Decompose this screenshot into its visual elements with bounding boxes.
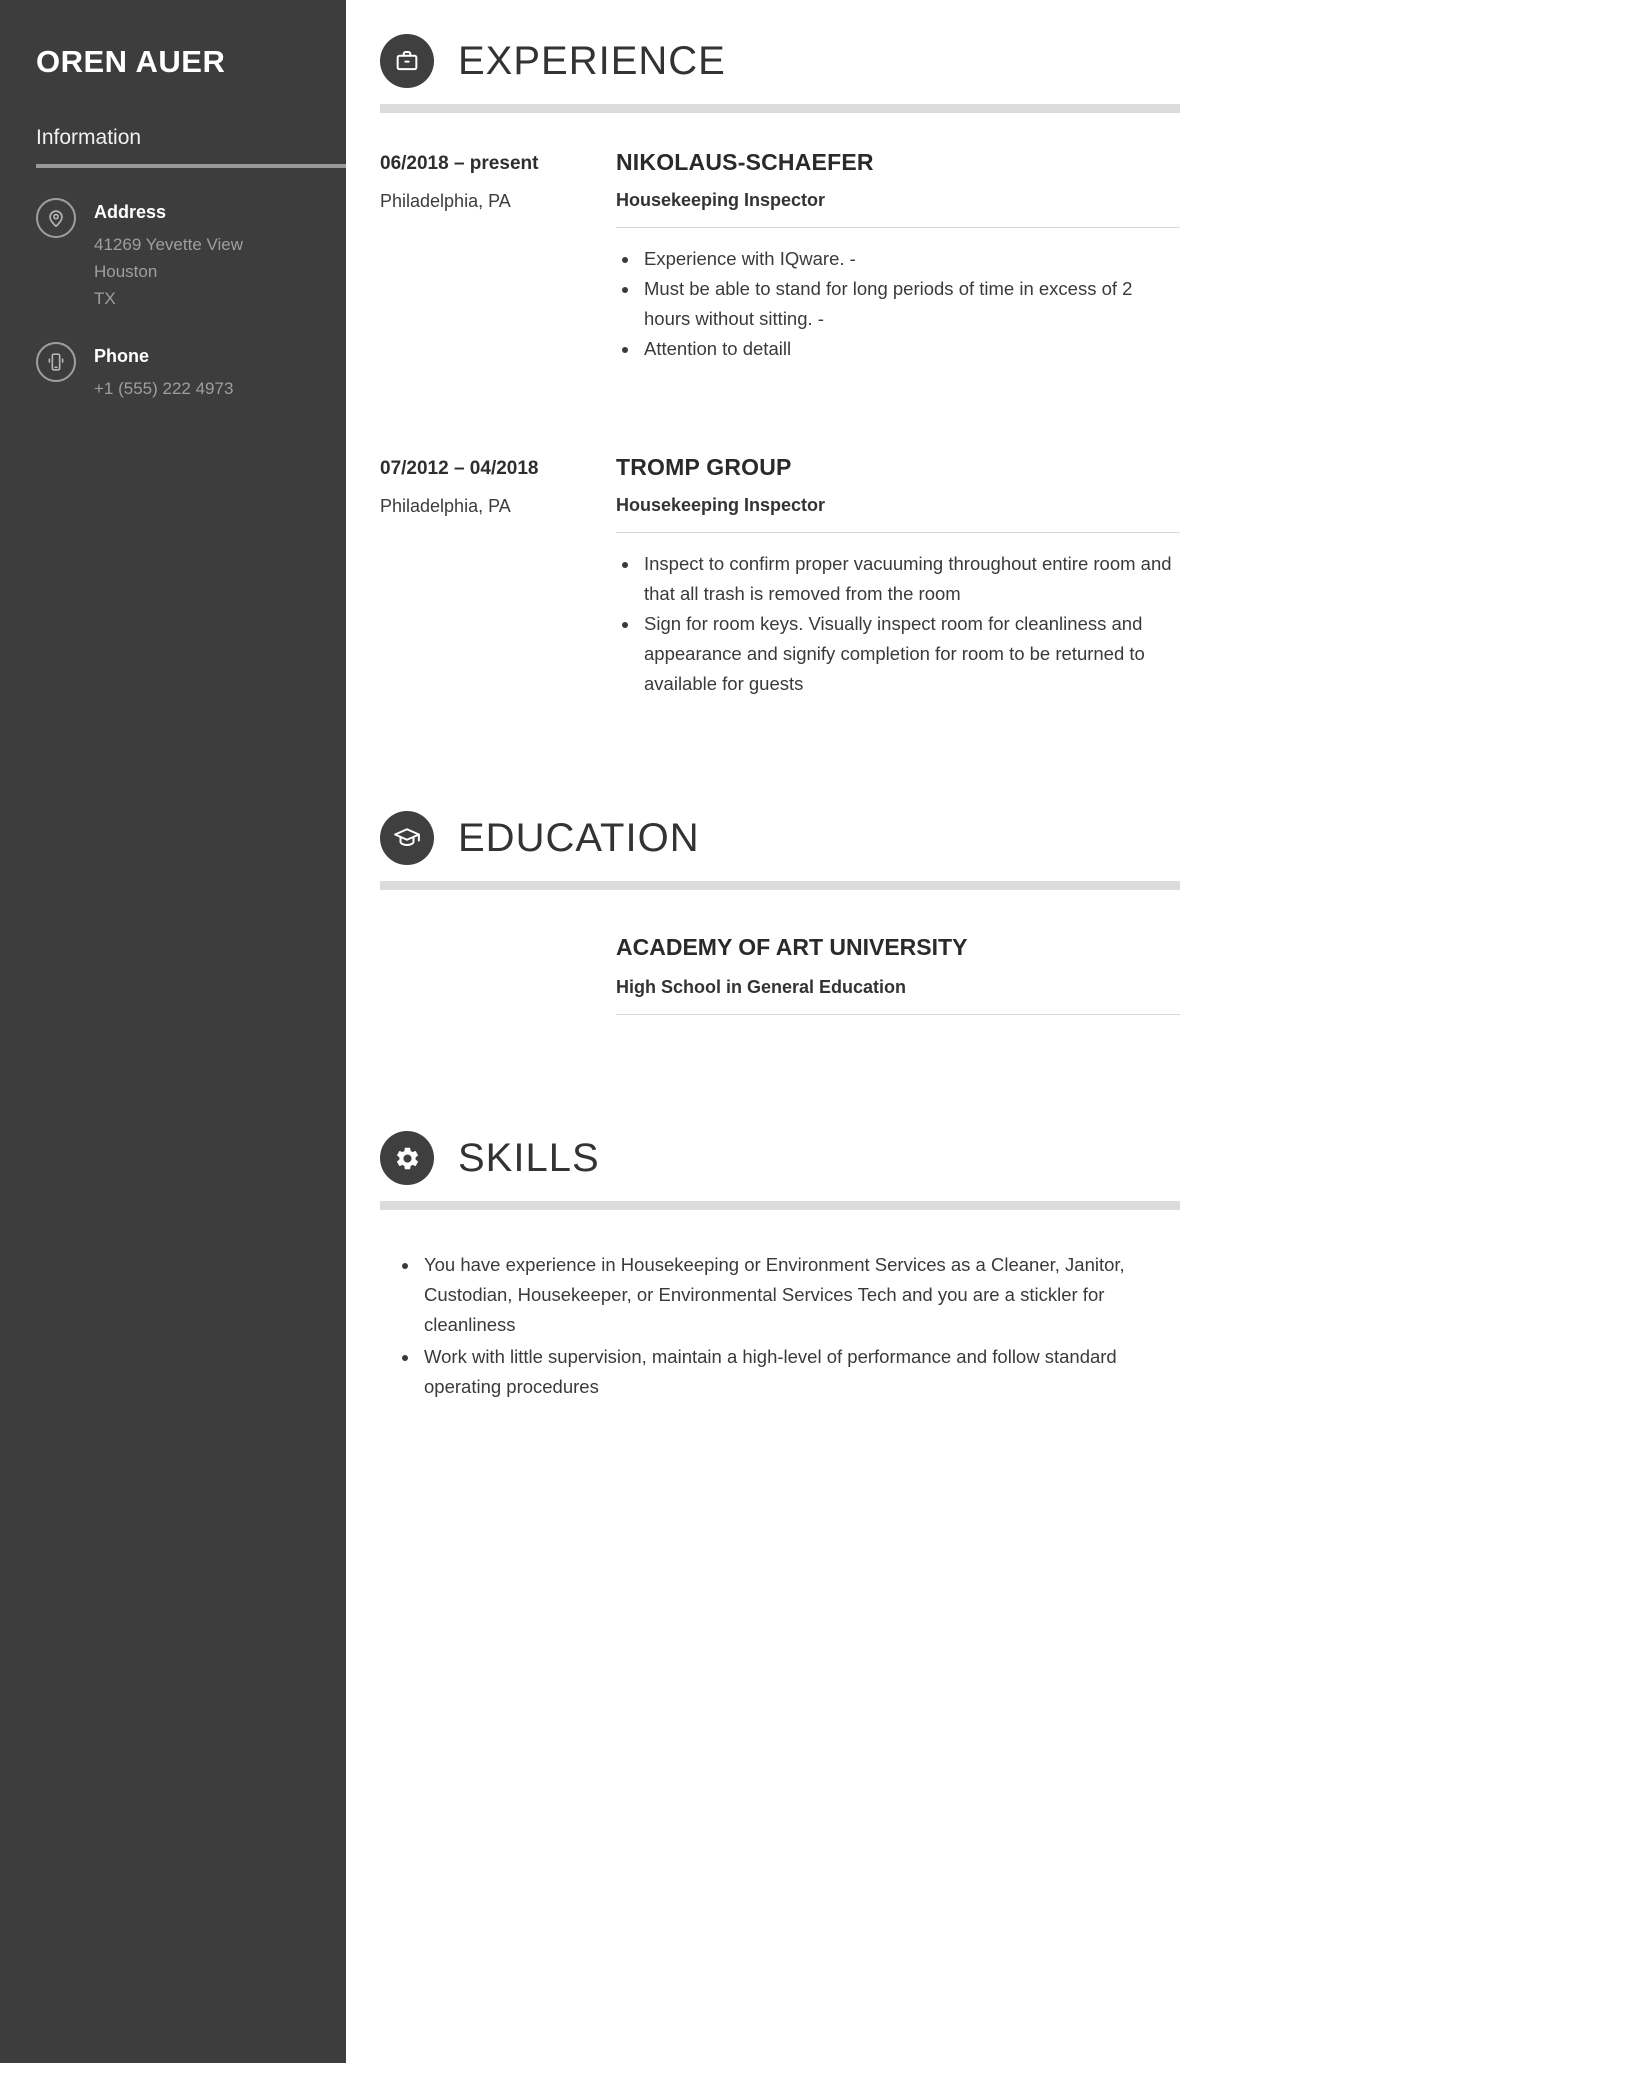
entry-role: Housekeeping Inspector bbox=[616, 190, 826, 210]
location-pin-icon bbox=[36, 198, 76, 238]
contact-item-phone bbox=[36, 342, 310, 402]
bullet-item: • Attention to detaill bbox=[640, 334, 1180, 364]
experience-entry bbox=[380, 454, 1180, 699]
skill-item: • You have experience in Housekeeping or Environment Services as a Cleaner, Janitor, Custodian, Housekeeper, or Environmental Services Tech and you are a stickler for cleanliness bbox=[420, 1250, 1180, 1340]
section-experience bbox=[380, 34, 1180, 699]
skills-header bbox=[380, 1131, 1180, 1185]
experience-entry-meta bbox=[380, 149, 616, 364]
skills-list bbox=[380, 1250, 1180, 1402]
entry-location: Philadelphia, PA bbox=[380, 496, 511, 516]
skills-underline-bar bbox=[380, 1201, 1180, 1210]
graduation-cap-icon bbox=[380, 811, 434, 865]
bullet-item: • Must be able to stand for long periods of time in excess of 2 hours without sitting. - bbox=[640, 274, 1180, 334]
phone-icon bbox=[36, 342, 76, 382]
entry-bullets bbox=[616, 244, 1180, 364]
candidate-name: OREN AUER bbox=[36, 44, 226, 79]
education-entry-meta bbox=[380, 934, 616, 1031]
degree-name: High School in General Education bbox=[616, 977, 907, 997]
contact-item-address bbox=[36, 198, 310, 312]
education-entry-details bbox=[616, 934, 1180, 1031]
phone-number: +1 (555) 222 4973 bbox=[94, 379, 234, 398]
section-skills bbox=[380, 1131, 1180, 1402]
entry-company: TROMP GROUP bbox=[616, 454, 792, 480]
contact-phone-body bbox=[94, 342, 233, 402]
resume-main-column bbox=[380, 0, 1180, 1402]
entry-divider bbox=[616, 532, 1180, 533]
experience-title: EXPERIENCE bbox=[458, 38, 726, 83]
education-header bbox=[380, 811, 1180, 865]
contact-label-phone: Phone bbox=[94, 346, 150, 366]
entry-divider bbox=[616, 1014, 1180, 1015]
entry-company: NIKOLAUS-SCHAEFER bbox=[616, 149, 874, 175]
section-education bbox=[380, 811, 1180, 1031]
bullet-item: • Sign for room keys. Visually inspect room for cleanliness and appearance and signify completion for room to be returned to available for guests bbox=[640, 609, 1180, 699]
experience-entry-meta bbox=[380, 454, 616, 699]
skills-title: SKILLS bbox=[458, 1135, 600, 1180]
experience-entry-details bbox=[616, 454, 1180, 699]
gear-icon bbox=[380, 1131, 434, 1185]
school-name: ACADEMY OF ART UNIVERSITY bbox=[616, 934, 968, 960]
experience-header bbox=[380, 34, 1180, 88]
education-underline-bar bbox=[380, 881, 1180, 890]
experience-entry-details bbox=[616, 149, 1180, 364]
contact-label-address: Address bbox=[94, 202, 167, 222]
entry-dates: 06/2018 – present bbox=[380, 153, 539, 174]
contact-address-body bbox=[94, 198, 243, 312]
entry-divider bbox=[616, 227, 1180, 228]
education-title: EDUCATION bbox=[458, 815, 700, 860]
experience-entry bbox=[380, 149, 1180, 364]
skill-item: • Work with little supervision, maintain a high-level of performance and follow standard operating procedures bbox=[420, 1342, 1180, 1402]
address-line-1: 41269 Yevette View bbox=[94, 235, 244, 254]
bullet-item: • Inspect to confirm proper vacuuming throughout entire room and that all trash is removed from the room bbox=[640, 549, 1180, 609]
briefcase-icon bbox=[380, 34, 434, 88]
address-line-2: Houston bbox=[94, 262, 158, 281]
entry-bullets bbox=[616, 549, 1180, 699]
sidebar bbox=[0, 0, 346, 2063]
experience-underline-bar bbox=[380, 104, 1180, 113]
education-entry bbox=[380, 934, 1180, 1031]
entry-location: Philadelphia, PA bbox=[380, 191, 511, 211]
information-section-title: Information bbox=[36, 126, 142, 149]
address-line-3: TX bbox=[94, 289, 116, 308]
bullet-item: • Experience with IQware. - bbox=[640, 244, 1180, 274]
entry-role: Housekeeping Inspector bbox=[616, 495, 826, 515]
information-divider bbox=[36, 164, 346, 168]
entry-dates: 07/2012 – 04/2018 bbox=[380, 458, 539, 479]
